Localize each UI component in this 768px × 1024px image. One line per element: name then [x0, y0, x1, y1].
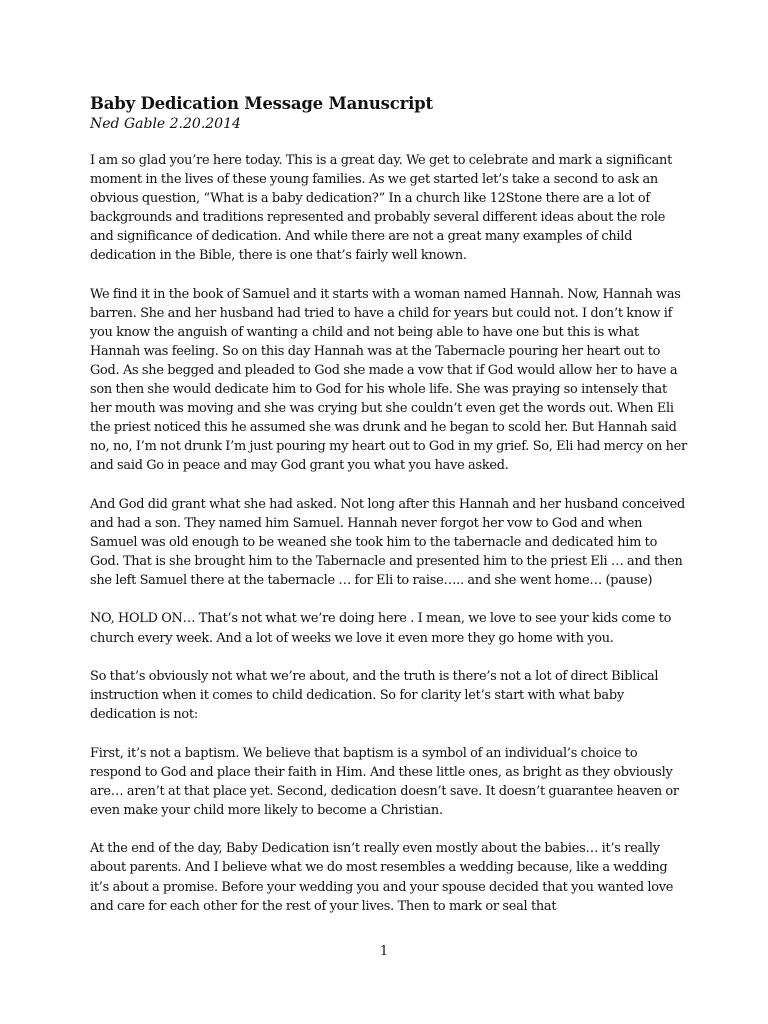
paragraph-3: And God did grant what she had asked. Not long after this Hannah and her husband conceived and had a son. They named him Samuel. Hannah never forgot her vow to God and when Samuel was old enough to be weaned she took him to the tabernacle and dedicated him to God. That is she brought him to the Tabernacle and presented him to the priest Eli … and then she left Samuel there at the tabernacle … for Eli to raise….. and she went home… (pause) — [90, 496, 686, 588]
paragraph-6: First, it’s not a baptism. We believe that baptism is a symbol of an individual’s choice to respond to God and place their faith in Him. And these little ones, as bright as they obviously are… aren’t at that place yet. Second, dedication doesn’t save. It doesn’t guarantee heaven or even make your child more likely to become a Christian. — [90, 745, 679, 818]
paragraph-2: We find it in the book of Samuel and it starts with a woman named Hannah. Now, Hannah was barren. She and her husband had tried to have a child for years but could not. I don’t know if you know the anguish of wanting a child and not being able to have one but this is what Hannah was feeling. So on this day Hannah was at the Tabernacle pouring her heart out to God. As she begged and pleaded to God she made a vow that if God would allow her to have a son then she would dedicate him to God for his whole life. She was praying so intensely that her mouth was moving and she was crying but she couldn’t even get the words out. When Eli the priest noticed this he assumed she was drunk and he began to scold her. But Hannah said no, no, I’m not drunk I’m just pouring my heart out to God in my grief. So, Eli had mercy on her and said Go in peace and may God grant you what you have asked. — [90, 286, 687, 474]
author-byline: Ned Gable 2.20.2014 — [90, 116, 241, 132]
document-body — [90, 151, 688, 916]
document-page — [90, 94, 688, 935]
document-title: Baby Dedication Message Manuscript — [90, 94, 433, 113]
paragraph-7: At the end of the day, Baby Dedication isn’t really even mostly about the babies… it’s really about parents. And I believe what we do most resembles a wedding because, like a wedding it’s about a promise. Before your wedding you and your spouse decided that you wanted love and care for each other for the rest of your lives. Then to mark or seal that — [90, 841, 674, 914]
paragraph-4: NO, HOLD ON… That’s not what we’re doing here . I mean, we love to see your kids come to church every week. And a lot of weeks we love it even more they go home with you. — [90, 611, 672, 646]
paragraph-1: I am so glad you’re here today. This is a great day. We get to celebrate and mark a significant moment in the lives of these young families. As we get started let’s take a second to ask an obvious question, “What is a baby dedication?” In a church like 12Stone there are a lot of backgrounds and traditions represented and probably several different ideas about the role and significance of dedication. And while there are not a great many examples of child dedication in the Bible, there is one that’s fairly well known. — [90, 153, 673, 264]
page-number: 1 — [379, 944, 389, 959]
paragraph-5: So that’s obviously not what we’re about, and the truth is there’s not a lot of direct Biblical instruction when it comes to child dedication. So for clarity let’s start with what baby dedication is not: — [90, 669, 659, 723]
